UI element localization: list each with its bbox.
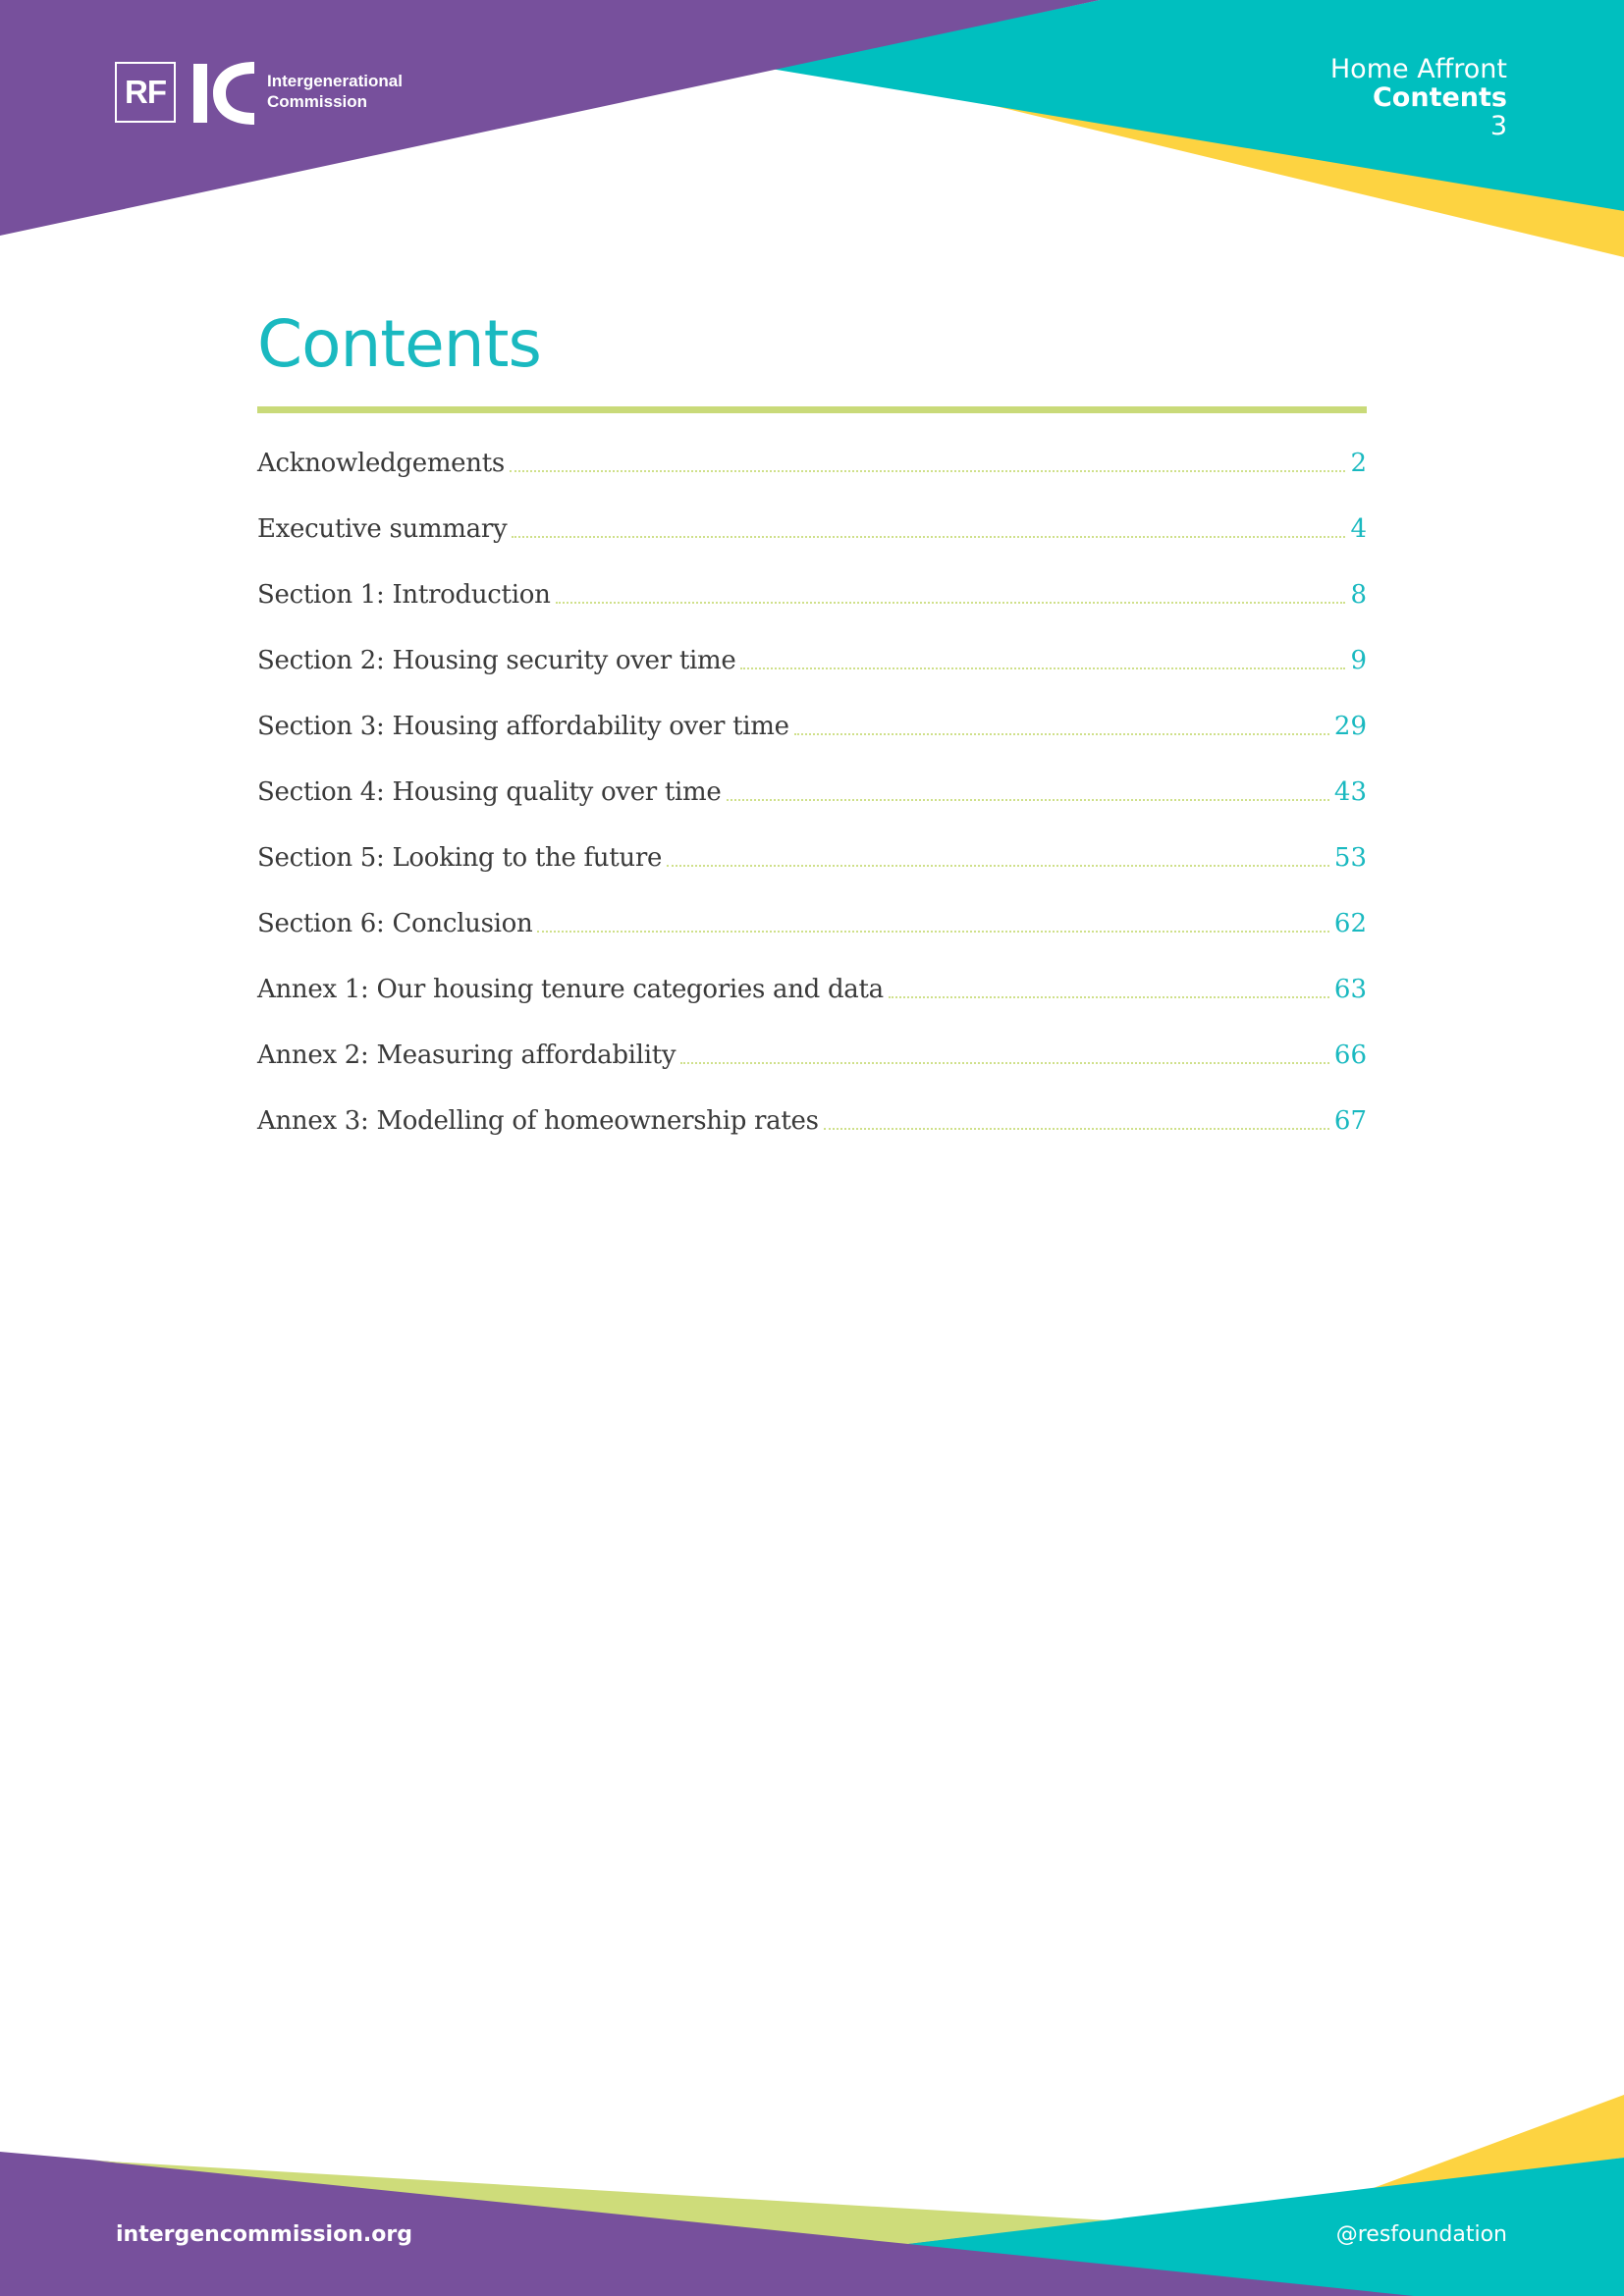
footer-twitter-handle[interactable]: @resfoundation (1335, 2222, 1507, 2247)
toc-dot-leader (556, 602, 1346, 604)
toc-entry[interactable] (257, 1022, 1367, 1088)
current-section: Contents (1372, 82, 1507, 113)
footer-website[interactable]: intergencommission.org (116, 2222, 412, 2247)
toc-entry-page-number: 62 (1333, 908, 1367, 938)
toc-entry-page-number: 2 (1350, 448, 1367, 478)
toc-entry[interactable] (257, 561, 1367, 627)
toc-entry-label: Executive summary (257, 513, 508, 544)
logo-wordmark-line1: Intergenerational (267, 72, 403, 90)
toc-entry-label: Section 3: Housing affordability over time (257, 711, 789, 741)
toc-dot-leader (889, 996, 1329, 998)
toc-entry-label: Section 5: Looking to the future (257, 842, 663, 873)
toc-dot-leader (537, 931, 1328, 933)
toc-entry-page-number: 29 (1333, 711, 1367, 741)
running-header (1330, 55, 1507, 140)
toc-dot-leader (824, 1128, 1329, 1130)
title-divider (257, 406, 1367, 413)
toc-entry[interactable] (257, 496, 1367, 561)
report-title: Home Affront (1329, 54, 1507, 84)
toc-dot-leader (510, 470, 1346, 472)
toc-dot-leader (667, 865, 1329, 867)
page-title: Contents (257, 306, 541, 382)
toc-entry-page-number: 63 (1333, 974, 1367, 1004)
toc-entry-label: Section 2: Housing security over time (257, 645, 736, 675)
toc-entry-page-number: 67 (1333, 1105, 1367, 1136)
intergenerational-commission-logo (193, 60, 272, 127)
toc-entry-page-number: 53 (1333, 842, 1367, 873)
toc-entry[interactable] (257, 693, 1367, 759)
toc-dot-leader (680, 1062, 1329, 1064)
toc-entry-page-number: 8 (1350, 579, 1367, 610)
toc-dot-leader (512, 536, 1345, 538)
toc-entry[interactable] (257, 759, 1367, 825)
toc-dot-leader (794, 733, 1329, 735)
toc-entry[interactable] (257, 890, 1367, 956)
toc-dot-leader (727, 799, 1329, 801)
toc-entry-page-number: 66 (1333, 1040, 1367, 1070)
toc-entry[interactable] (257, 1088, 1367, 1153)
toc-dot-leader (740, 667, 1345, 669)
toc-entry-label: Section 4: Housing quality over time (257, 776, 722, 807)
toc-entry[interactable] (257, 825, 1367, 890)
toc-entry[interactable] (257, 627, 1367, 693)
toc-entry-label: Annex 2: Measuring affordability (257, 1040, 677, 1070)
toc-entry-label: Section 6: Conclusion (257, 908, 533, 938)
toc-entry-label: Annex 3: Modelling of homeownership rates (257, 1105, 819, 1136)
toc-entry-label: Acknowledgements (257, 448, 505, 478)
page-number: 3 (1489, 111, 1507, 141)
toc-entry-label: Section 1: Introduction (257, 579, 551, 610)
toc-entry-page-number: 4 (1350, 513, 1367, 544)
toc-entry-page-number: 43 (1333, 776, 1367, 807)
logo-wordmark-line2: Commission (267, 92, 368, 111)
toc-entry-label: Annex 1: Our housing tenure categories and data (257, 974, 884, 1004)
rf-logo: RF (115, 62, 176, 123)
table-of-contents (257, 430, 1367, 1153)
toc-entry-page-number: 9 (1350, 645, 1367, 675)
logo-wordmark (267, 71, 403, 112)
toc-entry[interactable] (257, 430, 1367, 496)
toc-entry[interactable] (257, 956, 1367, 1022)
